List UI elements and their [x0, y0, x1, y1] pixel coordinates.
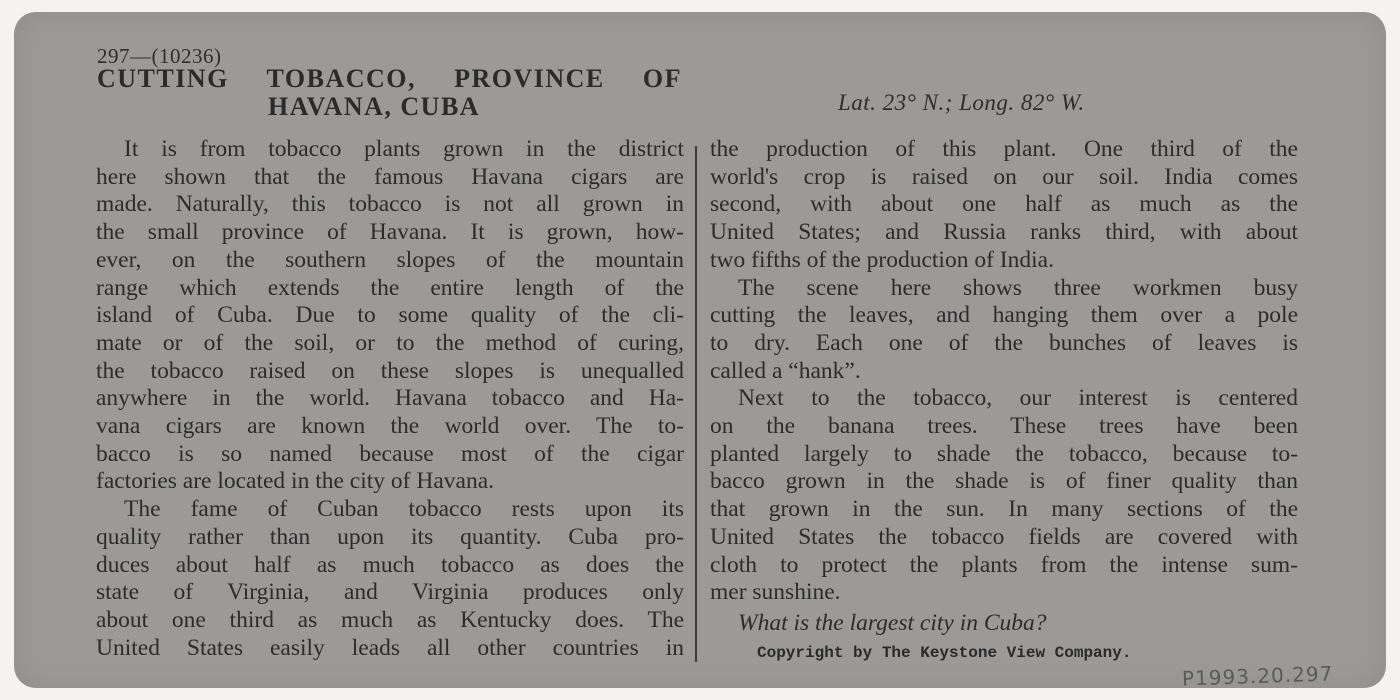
card-title-line-2: HAVANA, CUBA — [268, 92, 481, 121]
text-line: cutting the leaves, and hanging them over a pole — [710, 302, 1298, 329]
text-line: It is from tobacco plants grown in the district — [124, 136, 684, 162]
text-line: made. Naturally, this tobacco is not all grown in — [96, 191, 684, 218]
text-line: vana cigars are known the world over. The to- — [96, 413, 684, 440]
text-line: bacco grown in the shade is of finer quality than — [710, 468, 1298, 495]
text-line: island of Cuba. Due to some quality of the cli- — [96, 302, 684, 329]
text-line: quality rather than upon its quantity. Cuba pro- — [96, 523, 684, 550]
left-text-column — [96, 136, 684, 662]
copyright-notice: Copyright by The Keystone View Company. — [757, 644, 1132, 662]
card-number: 297—(10236) — [97, 44, 222, 68]
text-line: duces about half as much tobacco as does the — [96, 551, 684, 578]
text-line: the production of this plant. One third of the — [710, 136, 1298, 162]
text-line: mate or of the soil, or to the method of curing, — [96, 329, 684, 356]
text-line: The scene here shows three workmen busy — [738, 274, 1298, 301]
text-line: second, with about one half as much as the — [710, 191, 1298, 218]
text-line: anywhere in the world. Havana tobacco and Ha- — [96, 385, 684, 412]
text-line: cloth to protect the plants from the intense sum- — [710, 551, 1298, 578]
text-line: The fame of Cuban tobacco rests upon its — [124, 496, 684, 523]
text-line: ever, on the southern slopes of the mountain — [96, 246, 684, 273]
text-line: to dry. Each one of the bunches of leaves is — [710, 329, 1298, 356]
text-line: called a “hank”. — [710, 357, 861, 384]
text-line: range which extends the entire length of the — [96, 274, 684, 301]
right-text-column — [710, 136, 1298, 607]
card-title-line-1: CUTTING TOBACCO, PROVINCE OF — [97, 64, 682, 93]
text-line: state of Virginia, and Virginia produces only — [96, 579, 684, 606]
text-line: United States the tobacco fields are covered with — [710, 523, 1298, 550]
text-line: the tobacco raised on these slopes is unequalled — [96, 357, 684, 384]
text-line: here shown that the famous Havana cigars are — [96, 163, 684, 190]
text-line: on the banana trees. These trees have been — [710, 413, 1298, 440]
text-line: factories are located in the city of Havana. — [96, 468, 494, 495]
text-line: United States easily leads all other countries in — [96, 634, 684, 661]
text-line: planted largely to shade the tobacco, because to- — [710, 440, 1298, 467]
text-line: United States; and Russia ranks third, with about — [710, 219, 1298, 246]
text-line: Next to the tobacco, our interest is centered — [738, 385, 1298, 412]
study-question: What is the largest city in Cuba? — [738, 610, 1047, 636]
text-line: about one third as much as Kentucky does. The — [96, 606, 684, 633]
text-line: the small province of Havana. It is grown, how- — [96, 219, 684, 246]
catalog-number: P1993.20.297 — [1181, 661, 1334, 691]
latitude-longitude: Lat. 23° N.; Long. 82° W. — [838, 90, 1085, 115]
text-line: two fifths of the production of India. — [710, 246, 1054, 273]
column-divider — [695, 146, 697, 662]
text-line: mer sunshine. — [710, 579, 841, 606]
text-line: that grown in the sun. In many sections of the — [710, 496, 1298, 523]
text-line: bacco is so named because most of the cigar — [96, 440, 684, 467]
text-line: world's crop is raised on our soil. India comes — [710, 163, 1298, 190]
